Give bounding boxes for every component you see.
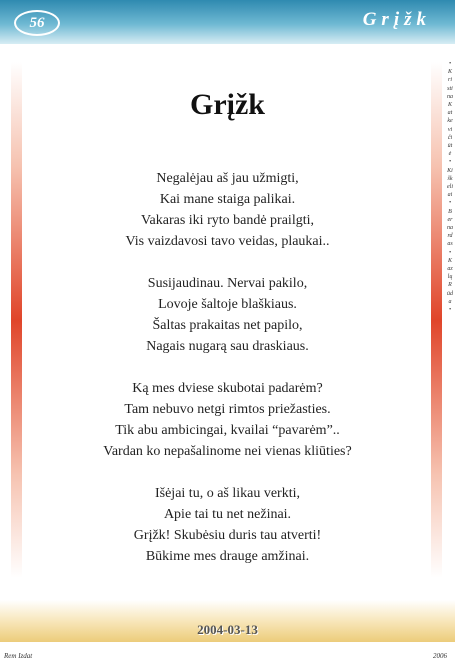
poem-line: Lovoje šaltoje blaškiaus. <box>158 297 297 312</box>
poem-date: 2004-03-13 <box>197 622 258 637</box>
stanza-2 <box>30 273 425 357</box>
side-vertical-text: • Kristina Katkevičiūtė • Kiškeliai • Bernardas • Kazlų Rūda • <box>447 61 453 314</box>
poem-line: Šaltas prakaitas net papilo, <box>152 318 303 333</box>
poem-line: Vakaras iki ryto bandė prailgti, <box>140 213 314 228</box>
left-decorative-bar <box>11 62 22 578</box>
stanza-1 <box>30 168 425 252</box>
poem-line: Būkime mes drauge amžinai. <box>145 549 310 564</box>
header-title: Grįžk <box>362 9 431 30</box>
stanza-4 <box>30 483 425 567</box>
poem-line: Ką mes dviese skubotai padarėm? <box>132 381 323 396</box>
poem-line: Vis vaizdavosi tavo veidas, plaukai.. <box>125 234 330 249</box>
poem-line: Vardan ko nepašalinome nei vienas kliūties? <box>103 444 352 459</box>
poem-line: Negalėjau aš jau užmigti, <box>156 171 299 186</box>
poem-line: Apie tai tu net nežinai. <box>163 507 292 522</box>
poem-line: Išėjai tu, o aš likau verkti, <box>154 486 301 501</box>
year-label: 2006 <box>433 652 447 660</box>
poem-line: Nagais nugarą sau draskiaus. <box>146 339 309 354</box>
poem-line: Susijaudinau. Nervai pakilo, <box>147 276 308 291</box>
stanza-3 <box>30 378 425 462</box>
page-number-badge: 56 <box>14 10 60 36</box>
poem-line: Tik abu ambicingai, kvailai “pavarėm”.. <box>115 423 340 438</box>
poem-line: Kai mane staiga palikai. <box>159 192 296 207</box>
publisher-label: Rem Izdat <box>4 652 33 660</box>
poem-title: Grįžk <box>190 88 265 121</box>
header-band <box>0 0 455 44</box>
poem-body <box>30 168 425 588</box>
right-decorative-bar <box>431 62 442 578</box>
poem-line: Grįžk! Skubėsiu duris tau atverti! <box>133 528 322 543</box>
poem-line: Tam nebuvo netgi rimtos priežasties. <box>124 402 331 417</box>
